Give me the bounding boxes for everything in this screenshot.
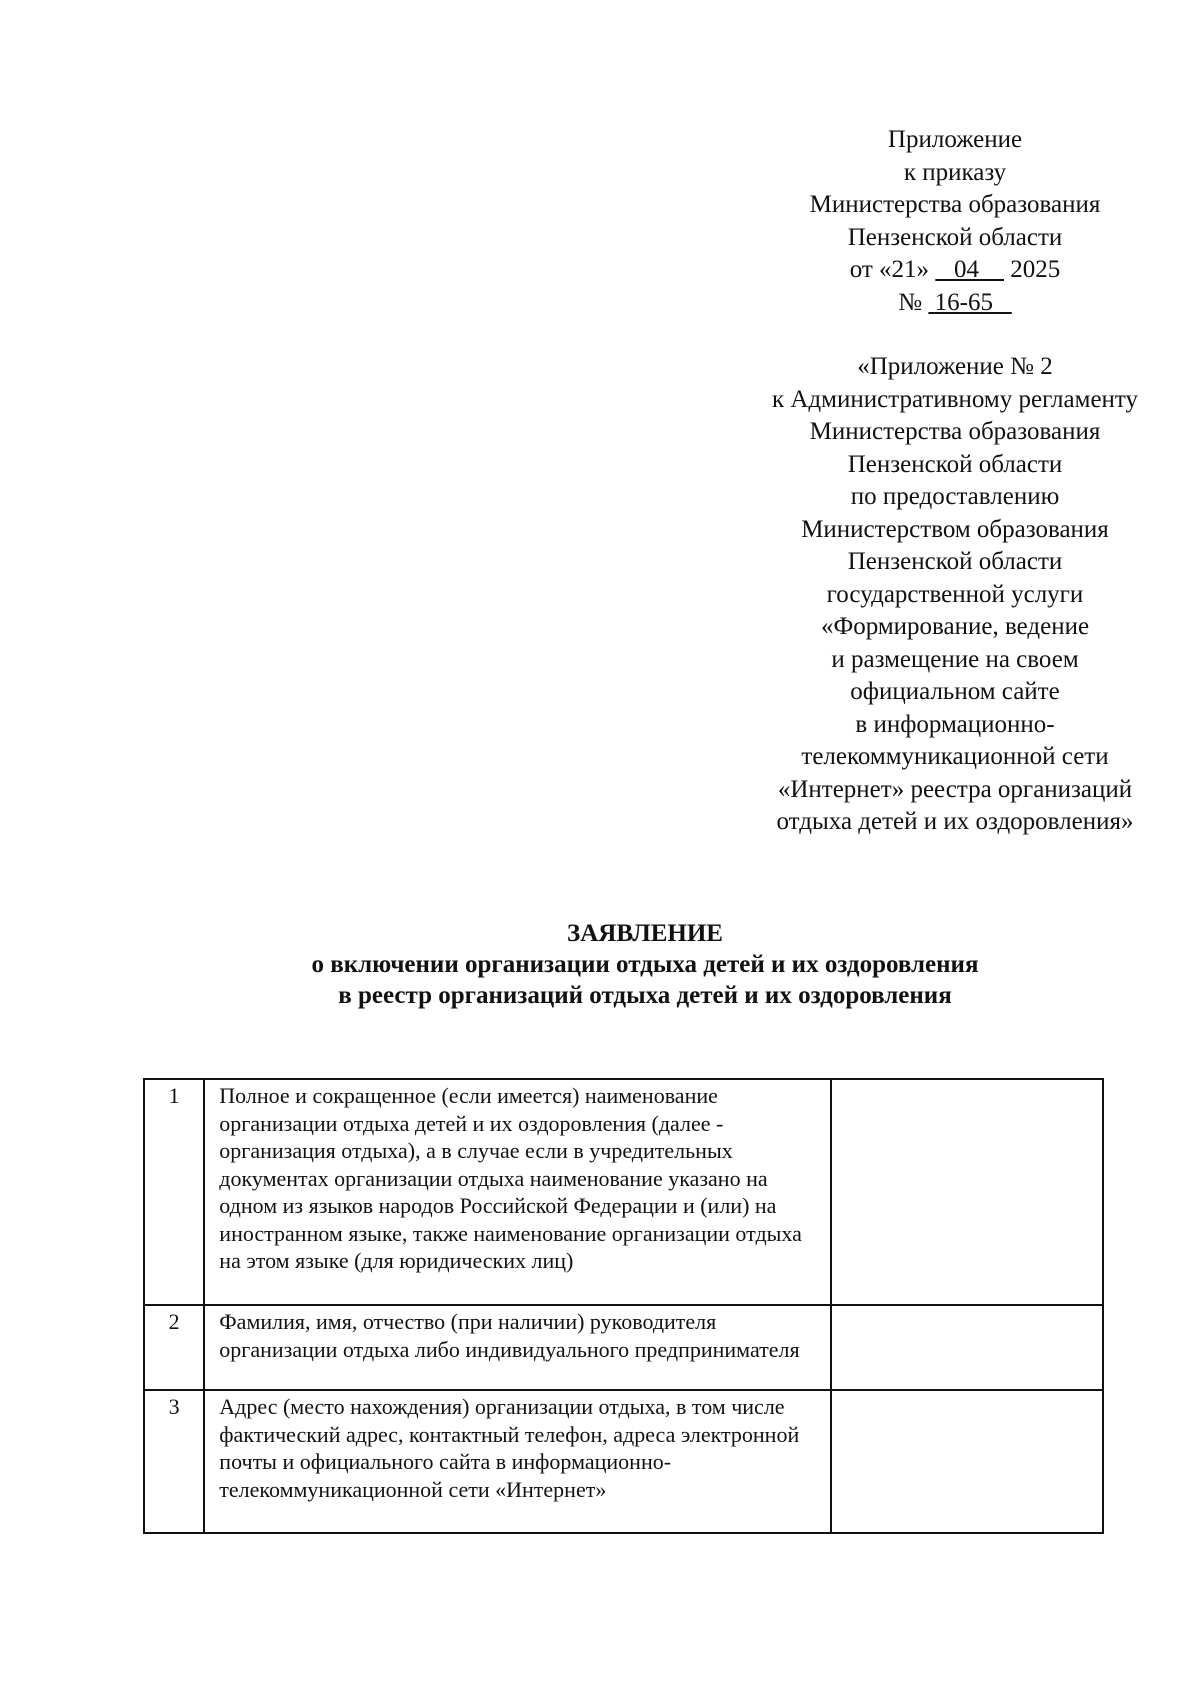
order-date [720, 254, 1190, 287]
date-year: 2025 [1010, 256, 1061, 283]
document-title [0, 918, 1200, 1011]
reglament-line: к Административному регламенту [771, 385, 1139, 413]
date-month: 04 [954, 256, 980, 283]
row-value-cell[interactable] [831, 1079, 1103, 1305]
row-number: 2 [144, 1305, 204, 1390]
row-field-label: Полное и сокращенное (если имеется) наименование организации отдыха детей и их оздоровления (далее - организация отдыха), а в случае если в учредительных документах организации отдыха наименование указано на одном из языков народов Российской Федерации и (или) на иностранном языке, также наименование организации отдыха на этом языке (для юридических лиц) [204, 1079, 830, 1305]
reglament-line: Министерства образования [809, 418, 1101, 445]
reglament-line: телекоммуникационной сети [801, 743, 1109, 770]
application-form-table [143, 1078, 1104, 1534]
appendix-header [720, 124, 1190, 319]
reglament-line: «Приложение № 2 [857, 353, 1053, 380]
appendix-line: Министерства образования [809, 191, 1101, 218]
number-prefix: № [898, 288, 923, 316]
reglament-line: по предоставлению [850, 483, 1060, 510]
date-prefix: от «21» [849, 256, 930, 283]
row-value-cell[interactable] [831, 1305, 1103, 1390]
title-heading: ЗАЯВЛЕНИЕ [567, 920, 723, 947]
table-row [144, 1079, 1103, 1305]
reglament-line: государственной услуги [826, 580, 1084, 608]
appendix-line: Приложение [887, 126, 1023, 153]
reglament-line: в информационно- [855, 710, 1055, 738]
reglament-line: Министерством образования [801, 515, 1109, 543]
row-value-cell[interactable] [831, 1390, 1103, 1533]
table-row [144, 1390, 1103, 1533]
reglament-line: «Формирование, ведение [820, 613, 1090, 640]
row-number: 3 [144, 1390, 204, 1533]
title-subtitle: в реестр организаций отдыха детей и их оздоровления [338, 982, 952, 1009]
row-field-label: Фамилия, имя, отчество (при наличии) руководителя организации отдыха либо индивидуального предпринимателя [204, 1305, 830, 1390]
appendix-line: к приказу [903, 158, 1007, 186]
row-number: 1 [144, 1079, 204, 1305]
table-row [144, 1305, 1103, 1390]
reglament-line: официальном сайте [850, 678, 1060, 705]
reglament-line: и размещение на своем [831, 645, 1079, 673]
reglament-line: Пензенской области [847, 548, 1063, 575]
order-number [720, 287, 1190, 320]
appendix-line: Пензенской области [847, 223, 1063, 251]
reglament-line: отдыха детей и их оздоровления» [776, 808, 1134, 835]
title-subtitle: о включении организации отдыха детей и их оздоровления [311, 951, 979, 978]
reglament-line: Пензенской области [847, 450, 1063, 478]
number-value: 16-65 [934, 288, 993, 316]
reglament-header [720, 351, 1190, 839]
reglament-line: «Интернет» реестра организаций [777, 775, 1133, 803]
row-field-label: Адрес (место нахождения) организации отдыха, в том числе фактический адрес, контактный телефон, адреса электронной почты и официального сайта в информационно-телекоммуникационной сети «Интернет» [204, 1390, 830, 1533]
